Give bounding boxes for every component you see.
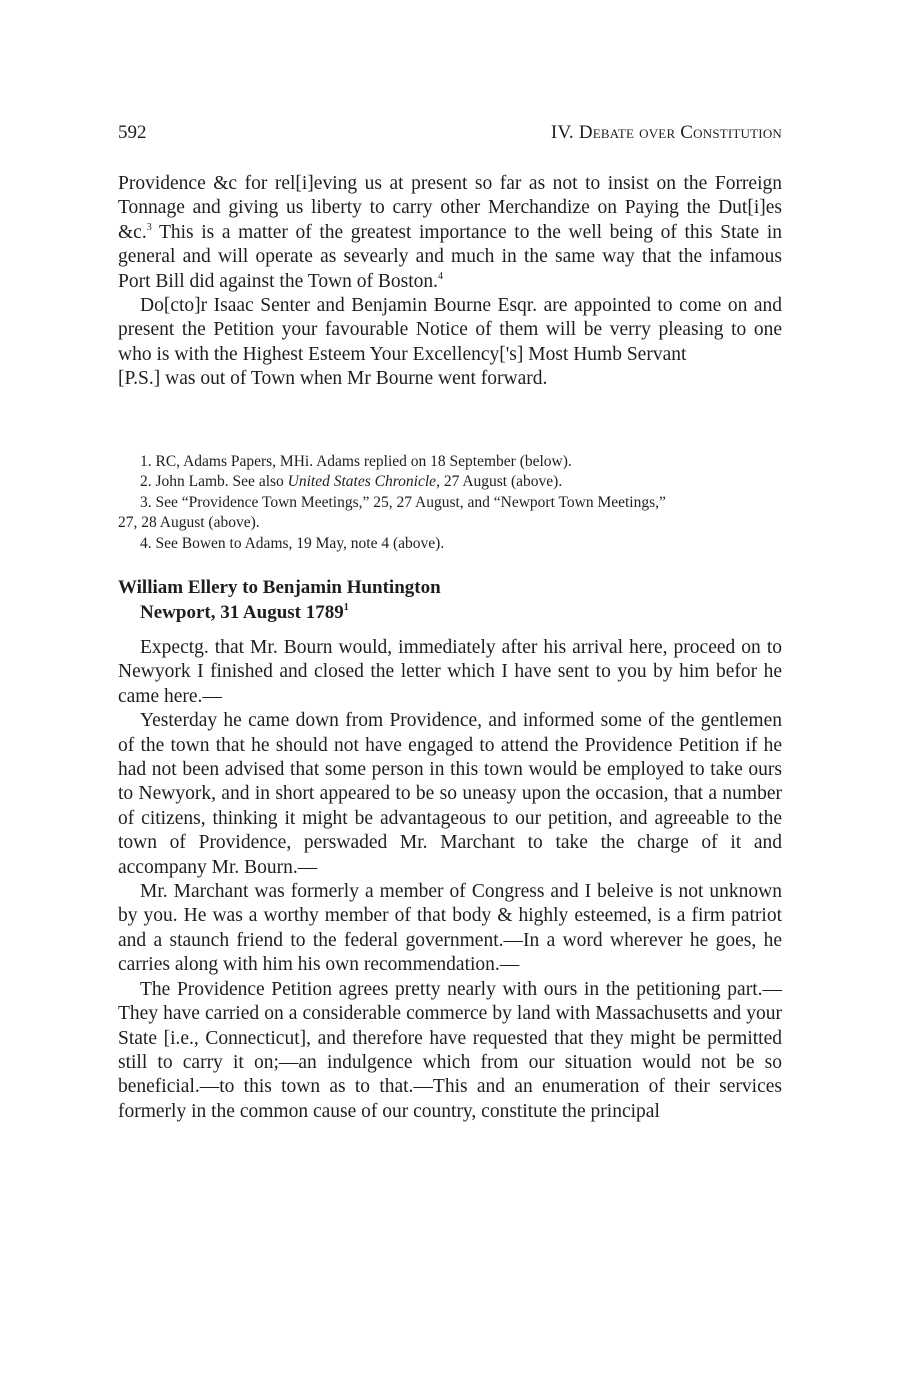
continued-letter-text xyxy=(118,172,782,392)
postscript: [P.S.] was out of Town when Mr Bourne went forward. xyxy=(118,368,548,390)
letter-body xyxy=(118,636,782,1124)
paragraph: Do[cto]r Isaac Senter and Benjamin Bourne Esqr. are appointed to come on and present the Petition your favourable Notice of them will be verry pleasing to one who is with the Highest Esteem Your Excellency['s] Most Humb Servant xyxy=(118,295,782,365)
footnote-ref: 1 xyxy=(343,601,349,613)
footnote-ref: 3 xyxy=(146,221,152,233)
footnote-continuation: 27, 28 August (above). xyxy=(118,514,260,532)
running-head xyxy=(118,122,782,150)
paragraph: Providence &c for rel[i]eving us at present so far as not to insist on the Forreign Tonnage and giving us liberty to carry other Merchandize on Paying the Dut[i]es &c.$^3$ This is a matter of the greatest importance to the well being of this State in general and will operate as sevearly and much in the same way that the infamous Port Bill did against the Town of Boston.$^4$ xyxy=(118,173,782,292)
page-number: 592 xyxy=(118,122,147,143)
paragraph: Mr. Marchant was formerly a member of Congress and I beleive is not unknown by you. He was a worthy member of that body & highly esteemed, is a firm patriot and a staunch friend to the federal government.—In a word wherever he goes, he carries along with him his own recommendation.— xyxy=(118,881,782,976)
letter-heading xyxy=(118,576,782,625)
paragraph: The Providence Petition agrees pretty nearly with ours in the petitioning part.—They have carried on a considerable commerce by land with Massachusetts and your State [i.e., Connecticut], and therefore have requested that they might be permitted still to carry it on;—an indulgence which from our situation would not be so beneficial.—to this town as to that.—This and an enumeration of their services formerly in the common cause of our country, constitute the principal xyxy=(118,978,782,1122)
footnote-ref: 4 xyxy=(438,270,444,282)
footnote: 1. RC, Adams Papers, MHi. Adams replied on 18 September (below). xyxy=(140,453,572,470)
footnote: 4. See Bowen to Adams, 19 May, note 4 (above). xyxy=(140,534,445,552)
paragraph: Expectg. that Mr. Bourn would, immediately after his arrival here, proceed on to Newyork I finished and closed the letter which I have sent to you by him befor he came here.— xyxy=(118,637,782,707)
paragraph: Yesterday he came down from Providence, and informed some of the gentlemen of the town that he should not have engaged to attend the Providence Petition if he had not been advised that some person in this town would be employed to take ours to Newyork, and in short appeared to be so uneasy upon the occasion, that a number of citizens, thinking it might be advantageous to our petition, and agreeable to the town of Providence, perswaded Mr. Marchant to take the charge of it and accompany Mr. Bourn.— xyxy=(118,710,782,878)
footnotes xyxy=(118,452,782,554)
letter-heading-line2: Newport, 31 August 1789$^1$ xyxy=(140,601,349,623)
footnote: 3. See “Providence Town Meetings,” 25, 27 August, and “Newport Town Meetings,” xyxy=(140,493,666,511)
section-title: IV. Debate over Constitution xyxy=(550,122,782,143)
footnote: 2. John Lamb. See also United States Chronicle, 27 August (above). xyxy=(140,473,563,491)
letter-heading-line1: William Ellery to Benjamin Huntington xyxy=(118,577,441,598)
